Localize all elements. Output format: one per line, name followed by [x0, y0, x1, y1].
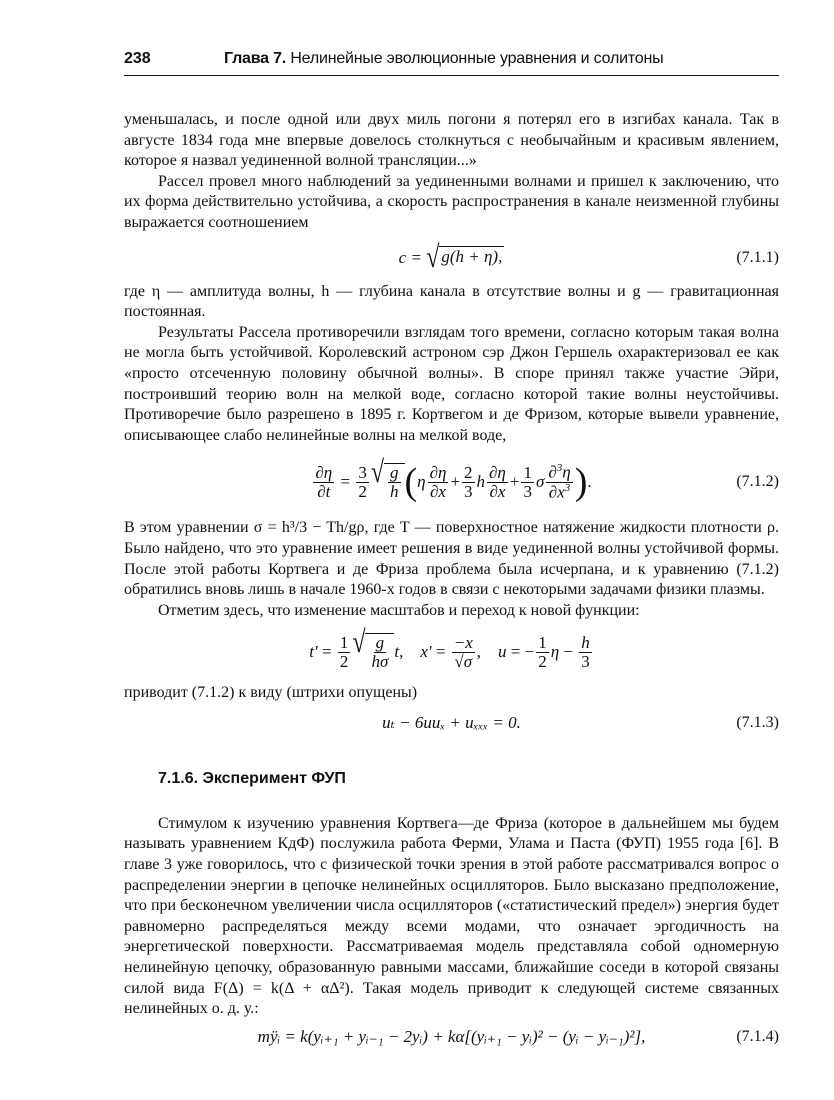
section-heading: 7.1.6. Эксперимент ФУП	[158, 769, 346, 787]
eq1-radicand: g(h + η),	[439, 246, 504, 270]
equation-7-1-3	[124, 704, 779, 742]
equation-7-1-4	[124, 1020, 779, 1054]
equation-7-1-2: $\frac{\partial\eta}{\partial t}$ = $\frac{3}{2}$ √ $\frac{g}{h}$ ( η $\frac{\partial\eta}{\partial x}$ + $\frac{2}{3}$ h $\frac{\partial\eta}{\partial x}$ + $\frac{1}{3}$ σ $\frac{\partial^3\eta}{\partial x^3}$ ) . (7.1.2)	[315, 456, 779, 504]
page	[124, 50, 779, 1054]
eq5-number: (7.1.4)	[736, 1027, 779, 1045]
paragraph-1: уменьшалась, и после одной или двух миль погони я потерял его в изгибах канала. Так в августе 1834 года мне впервые довелось столкнуться с необычайным и красивым явлением, которое я назвал уединенной волной трансляции...»	[124, 111, 779, 170]
paragraph-8: Стимулом к изучению уравнения Кортвега—де Фриза (которое в дальнейшем мы будем называть уравнением КдФ) послужила работа Ферми, Улама и Паста (ФУП) 1955 года [6]. В главе 3 уже говорилось, что с физической точки зрения в этой работе рассматривался вопрос о распределении энергии в цепочке нелинейных осцилляторов. Было высказано предположение, что при бесконечном увеличении числа осцилляторов («статистический предел») энергия будет равномерно распределяться между всеми модами, что означает эргодичность на энергетической поверхности. Рассматриваемая модель представляла собой одномерную нелинейную цепочку, образованную равными массами, ближайшие соседи в которой связаны силой вида F(Δ) = k(Δ + αΔ²). Такая модель приводит к следующей системе связанных нелинейных о. д. у.:	[124, 814, 779, 1018]
chapter-name: Нелинейные эволюционные уравнения и солитоны	[290, 50, 664, 67]
eq1-sqrt: √ g(h + η),	[426, 240, 503, 275]
equation-rescaling: t′ = $\frac{1}{2}$ √ $\frac{g}{h\sigma}$ t, x′ = $\frac{-x}{√\sigma}$ , u = − $\frac{1}{2}$ η − $\frac{h}{3}$	[309, 626, 590, 672]
eq4-text: uₜ − 6uuₓ + uₓₓₓ = 0.	[382, 712, 521, 732]
paragraph-7: приводит (7.1.2) к виду (штрихи опущены)	[124, 684, 418, 702]
paragraph-3: где η — амплитуда волны, h — глубина канала в отсутствие волны и g — гравитационная постоянная.	[124, 282, 779, 321]
chapter-label: Глава 7.	[224, 50, 287, 67]
eq2-number: (7.1.2)	[736, 473, 779, 491]
chapter-title	[224, 50, 663, 68]
paragraph-5: В этом уравнении σ = h³/3 − Th/gρ, где T — поверхностное натяжение жидкости плотности ρ. Было найдено, что это уравнение имеет решения в виде уединенной волны устойчивой формы. После этой работы Кортвега и де Фриза проблема была исчерпана, и к уравнению (7.1.2) обратились вновь лишь в начале 1960-х годов в связи с некоторыми задачами физики плазмы.	[124, 519, 779, 599]
eq1-lhs: c =	[398, 247, 422, 267]
paragraph-4: Результаты Рассела противоречили взглядам того времени, согласно которым такая волна не могла быть устойчивой. Королевский астроном сэр Джон Гершель охарактеризовал ее как «просто отсеченную половину обычной волны». В споре принял также участие Эйри, построивший теорию волн на мелкой воде, согласно которой такие волны неустойчивы. Противоречие было разрешено в 1895 г. Кортвегом и де Фризом, которые вывели уравнение, описывающее слабо нелинейные волны на мелкой воде,	[124, 323, 779, 444]
running-header	[124, 50, 779, 76]
page-number: 238	[124, 50, 151, 67]
eq5-text: mÿᵢ = k(yᵢ₊₁ + yᵢ₋₁ − 2yᵢ) + kα[(yᵢ₊₁ − yᵢ)² − (yᵢ − yᵢ₋₁)²],	[257, 1026, 646, 1046]
eq4-number: (7.1.3)	[736, 713, 779, 731]
paragraph-6: Отметим здесь, что изменение масштабов и переход к новой функции:	[158, 601, 640, 619]
equation-7-1-1	[124, 234, 779, 282]
paragraph-2: Рассел провел много наблюдений за уединенными волнами и пришел к заключению, что их форма действительно устойчива, а скорость распространения в канале неизменной глубины выражается соотношением	[124, 172, 779, 231]
eq1-number: (7.1.1)	[736, 248, 779, 266]
